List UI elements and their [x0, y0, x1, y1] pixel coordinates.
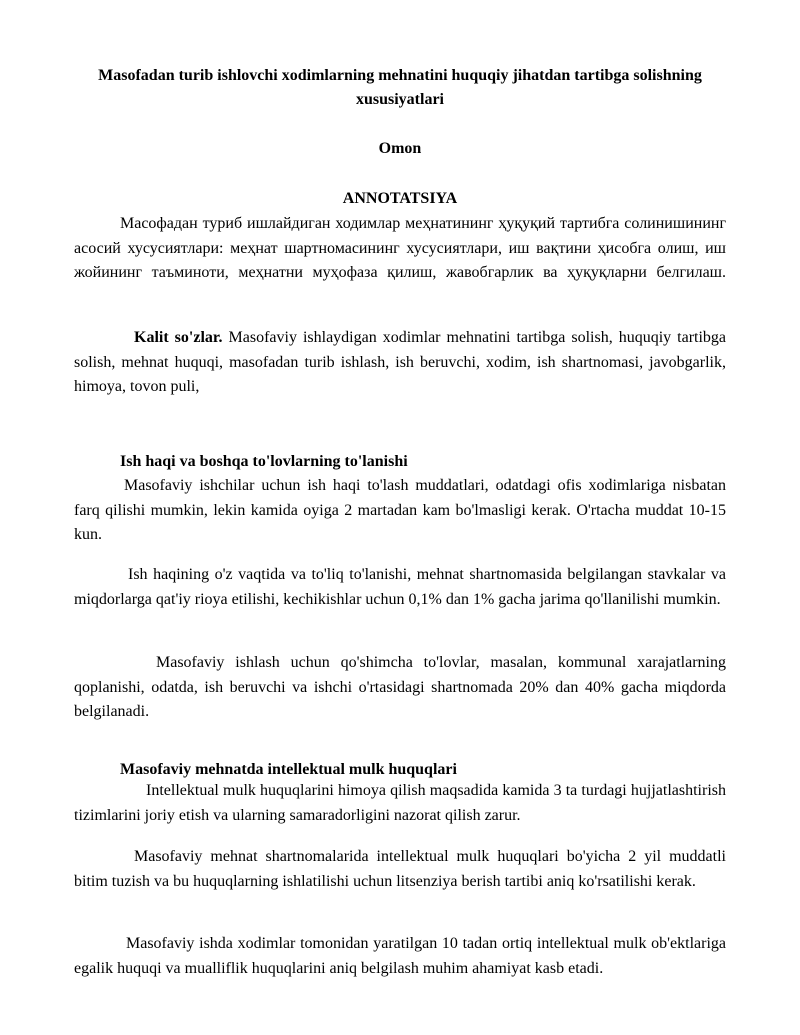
- section-paragraph: Masofaviy ishda xodimlar tomonidan yaratilgan 10 tadan ortiq intellektual mulk ob'ektlariga egalik huquqi va mualliflik huquqlarini aniq belgilash muhim ahamiyat kasb etadi.: [74, 935, 726, 977]
- document-title: Masofadan turib ishlovchi xodimlarning mehnatini huquqiy jihatdan tartibga solishning xususiyatlari: [98, 67, 702, 108]
- keywords-paragraph: [74, 326, 726, 400]
- keywords-text: Masofaviy ishlaydigan xodimlar mehnatini tartibga solish, huquqiy tartibga solish, mehnat huquqi, masofadan turib ishlash, ish beruvchi, xodim, ish shartnomasi, javobgarlik, himoya, tovon puli,: [74, 329, 727, 395]
- annotation-text: Масофадан туриб ишлайдиган ходимлар меҳнатининг ҳуқуқий тартибга солинишининг асосий хусусиятлари: меҳнат шартномасининг хусусиятлари, иш вақтини ҳисобга олиш, иш жойининг таъминоти, меҳнатни муҳофаза қилиш, жавобгарлик ва ҳуқуқларни белгилаш.: [74, 215, 726, 281]
- author-name: Omon: [378, 140, 422, 157]
- keywords-label: Kalit so'zlar.: [134, 329, 223, 346]
- section-paragraph: Masofaviy mehnat shartnomalarida intellektual mulk huquqlari bo'yicha 2 yil muddatli bitim tuzish va bu huquqlarning ishlatilishi uchun litsenziya berish tartibi aniq ko'rsatilishi kerak.: [74, 848, 726, 890]
- section-paragraph: Intellektual mulk huquqlarini himoya qilish maqsadida kamida 3 ta turdagi hujjatlashtirish tizimlarini joriy etish va ularning samaradorligini nazorat qilish zarur.: [74, 782, 726, 824]
- section-heading-payments: Ish haqi va boshqa to'lovlarning to'lanishi: [120, 453, 408, 470]
- section-paragraph: Ish haqining o'z vaqtida va to'liq to'lanishi, mehnat shartnomasida belgilangan stavkalar va miqdorlarga qat'iy rioya etilishi, kechikishlar uchun 0,1% dan 1% gacha jarima qo'llanilishi mumkin.: [74, 566, 726, 608]
- annotation-heading: ANNOTATSIYA: [342, 190, 458, 207]
- section-paragraph: Masofaviy ishlash uchun qo'shimcha to'lovlar, masalan, kommunal xarajatlarning qoplanishi, odatda, ish beruvchi va ishchi o'rtasidagi shartnomada 20% dan 40% gacha miqdorda belgilanadi.: [74, 654, 726, 720]
- section-paragraph: Masofaviy ishchilar uchun ish haqi to'lash muddatlari, odatdagi ofis xodimlariga nisbatan farq qilishi mumkin, lekin kamida oyiga 2 martadan kam bo'lmasligi kerak. O'rtacha muddat 10-15 kun.: [74, 477, 726, 543]
- section-heading-intellectual-property: Masofaviy mehnatda intellektual mulk huquqlari: [120, 761, 457, 778]
